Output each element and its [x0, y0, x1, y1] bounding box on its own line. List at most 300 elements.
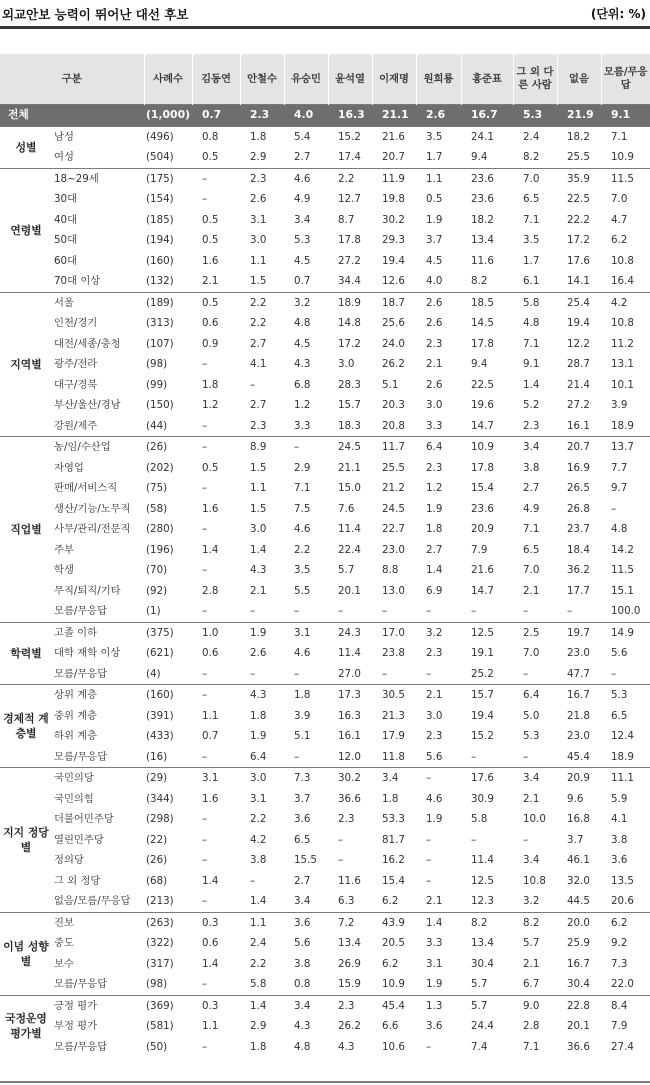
value-cell: – [202, 1040, 208, 1053]
sample-size-cell: (504) [146, 151, 174, 163]
value-cell: – [338, 605, 344, 617]
row-label: 국민의힘 [54, 792, 94, 805]
sample-size-cell: (26) [146, 854, 168, 866]
value-cell: 4.2 [250, 833, 267, 846]
value-cell: 14.8 [338, 317, 361, 329]
value-cell: 3.9 [611, 399, 628, 411]
value-cell: 19.8 [382, 193, 405, 205]
value-cell: 12.4 [611, 730, 634, 742]
value-cell: 2.6 [416, 292, 461, 313]
value-cell: 23.0 [382, 543, 405, 556]
value-cell: – [426, 605, 432, 617]
value-cell: 30.9 [471, 792, 494, 805]
value-cell: 35.9 [557, 168, 601, 189]
table-row [0, 334, 650, 355]
value-cell: 1.9 [426, 813, 443, 825]
value-cell: 3.8 [611, 833, 628, 846]
sample-size-cell: (16) [146, 750, 168, 763]
value-cell: 11.4 [338, 523, 361, 535]
value-cell: 7.1 [523, 1040, 540, 1053]
table-row [0, 230, 650, 251]
value-cell: 18.9 [328, 292, 372, 313]
value-cell: 10.8 [611, 254, 634, 267]
value-cell: 18.4 [567, 543, 590, 556]
value-cell: 7.1 [294, 482, 311, 494]
table-row [0, 478, 650, 499]
value-cell: 27.2 [338, 254, 361, 267]
value-cell: 3.8 [250, 854, 267, 866]
value-cell: 2.3 [426, 461, 443, 474]
table-row [0, 768, 650, 789]
value-cell: 2.9 [250, 1020, 267, 1032]
value-cell: 2.2 [294, 543, 311, 556]
value-cell: 0.6 [202, 647, 219, 659]
value-cell: 53.3 [382, 813, 405, 825]
value-cell: 3.1 [284, 622, 328, 643]
value-cell: 9.6 [567, 792, 584, 805]
value-cell: 24.3 [328, 622, 372, 643]
value-cell: 11.6 [471, 254, 494, 267]
row-label: 모름/무응답 [54, 667, 108, 680]
value-cell: 2.2 [250, 813, 267, 825]
value-cell: – [250, 667, 256, 680]
value-cell: 28.3 [338, 378, 361, 391]
value-cell: 6.4 [416, 437, 461, 458]
value-cell: 10.9 [382, 978, 405, 990]
value-cell: 0.9 [202, 337, 219, 350]
col-header-candidate: 김동연 [192, 54, 240, 105]
value-cell: 11.5 [601, 168, 650, 189]
value-cell: 47.7 [567, 667, 590, 680]
value-cell: 22.5 [471, 378, 494, 391]
value-cell: 8.2 [461, 912, 513, 933]
value-cell: 3.4 [294, 895, 311, 907]
value-cell: 21.6 [372, 126, 416, 147]
value-cell: 12.6 [382, 275, 405, 287]
value-cell: 1.1 [240, 912, 284, 933]
value-cell: 0.5 [426, 193, 443, 205]
value-cell: 7.9 [471, 543, 488, 556]
sample-size-cell: (344) [146, 792, 174, 805]
table-row [0, 271, 650, 292]
value-cell: 3.2 [523, 895, 540, 907]
value-cell: 44.5 [567, 895, 590, 907]
row-label: 부산/울산/경남 [54, 399, 121, 411]
value-cell: 1.4 [240, 995, 284, 1016]
value-cell: 2.7 [523, 482, 540, 494]
value-cell: 17.7 [567, 584, 590, 597]
value-cell: – [416, 768, 461, 789]
value-cell: 1.4 [202, 874, 219, 887]
row-label: 자영업 [54, 461, 84, 474]
sample-size-cell: (433) [146, 730, 174, 742]
value-cell: 9.4 [471, 358, 488, 370]
value-cell: 2.6 [426, 378, 443, 391]
table-row [0, 354, 650, 375]
row-label: 60대 [54, 254, 78, 267]
value-cell: 3.5 [416, 126, 461, 147]
value-cell: 12.5 [471, 874, 494, 887]
value-cell: 16.1 [338, 730, 361, 742]
value-cell: 20.1 [338, 584, 361, 597]
row-label: 판매/서비스직 [54, 482, 118, 494]
table-row [0, 519, 650, 540]
row-label: 모름/무응답 [54, 750, 108, 763]
value-cell: 7.4 [471, 1040, 488, 1053]
value-cell: 0.7 [202, 730, 219, 742]
value-cell: 5.3 [601, 685, 650, 706]
value-cell: 13.5 [611, 874, 634, 887]
table-row [0, 437, 650, 458]
value-cell: 0.3 [192, 995, 240, 1016]
row-label: 사무/관리/전문직 [54, 523, 131, 535]
value-cell: 7.1 [523, 337, 540, 350]
value-cell: 32.0 [567, 874, 590, 887]
sample-size-cell: (154) [146, 193, 174, 205]
value-cell: – [202, 482, 208, 494]
value-cell: 20.6 [611, 895, 634, 907]
value-cell: – [250, 605, 256, 617]
value-cell: 6.9 [426, 584, 443, 597]
sample-size-cell: (202) [146, 461, 174, 474]
value-cell: 13.4 [338, 937, 361, 949]
row-label: 대구/경북 [54, 378, 98, 391]
value-cell: 23.8 [382, 647, 405, 659]
sample-size-cell: (196) [146, 543, 174, 556]
table-row [0, 147, 650, 168]
value-cell: – [202, 750, 208, 763]
value-cell: 16.9 [567, 461, 590, 474]
value-cell: 1.9 [240, 622, 284, 643]
row-label: 무직/퇴직/기타 [54, 584, 121, 597]
value-cell: 2.2 [328, 168, 372, 189]
value-cell: 2.7 [250, 337, 267, 350]
sample-size-cell: (107) [146, 337, 174, 350]
value-cell: 2.7 [294, 874, 311, 887]
value-cell: 5.4 [284, 126, 328, 147]
table-row [0, 292, 650, 313]
group-label: 이념 성향별 [0, 912, 52, 995]
value-cell: 1.2 [202, 399, 219, 411]
row-label: 서울 [52, 292, 144, 313]
value-cell: 19.6 [471, 399, 494, 411]
value-cell: 22.5 [567, 193, 590, 205]
value-cell: 1.8 [240, 126, 284, 147]
value-cell: 0.3 [192, 912, 240, 933]
table-row [0, 189, 650, 210]
value-cell: 4.6 [284, 168, 328, 189]
value-cell: – [426, 854, 432, 866]
value-cell: 4.3 [338, 1040, 355, 1053]
value-cell: 3.5 [523, 234, 540, 246]
value-cell: – [611, 667, 617, 680]
table-row [0, 706, 650, 727]
value-cell: 2.3 [240, 168, 284, 189]
value-cell: 4.3 [240, 685, 284, 706]
value-cell: 7.3 [284, 768, 328, 789]
value-cell: 3.4 [284, 995, 328, 1016]
value-cell: 15.4 [471, 482, 494, 494]
value-cell: 3.8 [294, 957, 311, 970]
value-cell: 1.7 [523, 254, 540, 267]
value-cell: 2.1 [426, 358, 443, 370]
value-cell: – [192, 168, 240, 189]
value-cell: 3.1 [192, 768, 240, 789]
sample-size-cell: (391) [146, 709, 174, 722]
value-cell: 45.4 [372, 995, 416, 1016]
table-row [0, 974, 650, 995]
value-cell: 18.3 [338, 419, 361, 432]
value-cell: 20.0 [557, 912, 601, 933]
value-cell: – [202, 358, 208, 370]
value-cell: 5.8 [513, 292, 557, 313]
value-cell: 3.6 [284, 912, 328, 933]
value-cell: 13.4 [471, 937, 494, 949]
row-label: 정의당 [54, 854, 84, 866]
table-row [0, 375, 650, 396]
sample-size-cell: (99) [146, 378, 168, 391]
col-header-dontknow: 모름/무응답 [601, 54, 650, 105]
value-cell: 81.7 [382, 833, 405, 846]
row-label: 생산/기능/노무직 [54, 502, 131, 515]
value-cell: 1.6 [202, 502, 219, 515]
value-cell: – [202, 564, 208, 576]
survey-table [0, 54, 650, 1057]
value-cell: 27.0 [338, 667, 361, 680]
row-label: 농/임/수산업 [52, 437, 144, 458]
value-cell: 5.3 [294, 234, 311, 246]
value-cell: 19.4 [471, 709, 494, 722]
value-cell: 1.9 [426, 978, 443, 990]
value-cell: – [426, 874, 432, 887]
value-cell: 9.7 [611, 482, 628, 494]
value-cell: 4.8 [611, 523, 628, 535]
value-cell: 4.5 [294, 337, 311, 350]
value-cell: – [471, 750, 477, 763]
value-cell: 2.3 [328, 995, 372, 1016]
value-cell: 10.9 [461, 437, 513, 458]
sample-size-cell: (68) [146, 874, 168, 887]
value-cell: – [294, 605, 300, 617]
value-cell: 14.7 [471, 584, 494, 597]
value-cell: 2.3 [240, 105, 284, 127]
table-row [0, 643, 650, 664]
sample-size-cell: (369) [144, 995, 192, 1016]
value-cell: 1.4 [202, 957, 219, 970]
value-cell: 3.0 [250, 523, 267, 535]
value-cell: – [192, 685, 240, 706]
value-cell: 2.4 [513, 126, 557, 147]
row-label: 대학 재학 이상 [54, 647, 121, 659]
value-cell: 23.7 [567, 523, 590, 535]
value-cell: 10.9 [611, 151, 634, 163]
value-cell: 7.1 [523, 523, 540, 535]
row-label: 그 외 정당 [54, 874, 101, 887]
value-cell: 16.7 [567, 957, 590, 970]
value-cell: 17.9 [382, 730, 405, 742]
value-cell: 2.6 [426, 317, 443, 329]
value-cell: 8.8 [382, 564, 399, 576]
value-cell: 8.2 [471, 275, 488, 287]
row-label: 하위 계층 [54, 730, 98, 742]
value-cell: 22.7 [382, 523, 405, 535]
value-cell: 13.4 [471, 234, 494, 246]
value-cell: 20.7 [557, 437, 601, 458]
value-cell: 17.6 [567, 254, 590, 267]
table-row [0, 809, 650, 830]
value-cell: 23.0 [567, 647, 590, 659]
row-label: 상위 계층 [52, 685, 144, 706]
value-cell: 0.6 [202, 317, 219, 329]
group-label: 연령별 [0, 168, 52, 292]
table-row [0, 789, 650, 810]
table-row [0, 540, 650, 561]
value-cell: 23.0 [567, 730, 590, 742]
value-cell: 16.3 [328, 105, 372, 127]
value-cell: 11.9 [372, 168, 416, 189]
value-cell: 25.4 [557, 292, 601, 313]
value-cell: – [202, 978, 208, 990]
row-label: 강원/제주 [54, 419, 98, 432]
value-cell: 11.4 [338, 647, 361, 659]
value-cell: 5.5 [294, 584, 311, 597]
value-cell: 6.3 [338, 895, 355, 907]
value-cell: 30.4 [471, 957, 494, 970]
value-cell: 1.2 [294, 399, 311, 411]
value-cell: 3.9 [294, 709, 311, 722]
col-header-candidate: 안철수 [240, 54, 284, 105]
row-label: 모름/무응답 [54, 1040, 108, 1053]
value-cell: 5.2 [523, 399, 540, 411]
value-cell: 8.4 [601, 995, 650, 1016]
value-cell: 21.1 [338, 461, 361, 474]
value-cell: 1.0 [192, 622, 240, 643]
value-cell: 22.8 [557, 995, 601, 1016]
value-cell: 6.5 [523, 193, 540, 205]
value-cell: 0.5 [202, 234, 219, 246]
value-cell: 12.5 [461, 622, 513, 643]
value-cell: 1.5 [250, 275, 267, 287]
value-cell: 25.5 [567, 151, 590, 163]
value-cell: 16.3 [338, 709, 361, 722]
sample-size-cell: (581) [146, 1020, 174, 1032]
value-cell: 1.5 [250, 502, 267, 515]
value-cell: 2.3 [426, 647, 443, 659]
value-cell: 17.2 [338, 337, 361, 350]
value-cell: 5.3 [523, 730, 540, 742]
table-row [0, 830, 650, 851]
value-cell: – [426, 833, 432, 846]
value-cell: 2.1 [523, 792, 540, 805]
value-cell: – [611, 502, 617, 515]
row-label: 30대 [54, 193, 78, 205]
value-cell: – [202, 193, 208, 205]
value-cell: 7.1 [523, 213, 540, 226]
value-cell: – [202, 419, 208, 432]
value-cell: 1.4 [250, 895, 267, 907]
value-cell: 8.7 [338, 213, 355, 226]
value-cell: 6.7 [523, 978, 540, 990]
value-cell: 3.0 [250, 234, 267, 246]
value-cell: 2.8 [202, 584, 219, 597]
value-cell: 1.8 [202, 378, 219, 391]
value-cell: 2.6 [250, 647, 267, 659]
row-label: 광주/전라 [54, 358, 98, 370]
value-cell: 6.5 [523, 543, 540, 556]
value-cell: 4.5 [426, 254, 443, 267]
value-cell: 28.7 [567, 358, 590, 370]
value-cell: 24.5 [382, 502, 405, 515]
value-cell: 15.2 [471, 730, 494, 742]
value-cell: 1.4 [426, 564, 443, 576]
value-cell: 9.4 [471, 151, 488, 163]
sample-size-cell: (1) [146, 605, 161, 617]
sample-size-cell: (322) [146, 937, 174, 949]
value-cell: 19.7 [557, 622, 601, 643]
sample-size-cell: (160) [146, 254, 174, 267]
value-cell: 26.5 [567, 482, 590, 494]
value-cell: 7.6 [338, 502, 355, 515]
value-cell: 0.5 [202, 213, 219, 226]
value-cell: 7.1 [601, 126, 650, 147]
value-cell: – [471, 833, 477, 846]
value-cell: 12.7 [338, 193, 361, 205]
value-cell: 6.2 [382, 895, 399, 907]
sample-size-cell: (263) [144, 912, 192, 933]
table-row [0, 168, 650, 189]
value-cell: 30.4 [567, 978, 590, 990]
value-cell: – [202, 523, 208, 535]
table-row [0, 891, 650, 912]
table-row [0, 933, 650, 954]
value-cell: 7.5 [294, 502, 311, 515]
sample-size-cell: (58) [146, 502, 168, 515]
sample-size-cell: (98) [146, 978, 168, 990]
table-row [0, 560, 650, 581]
value-cell: – [523, 667, 529, 680]
sample-size-cell: (185) [146, 213, 174, 226]
row-label: 대전/세종/충청 [54, 337, 121, 350]
table-row [0, 126, 650, 147]
value-cell: 0.8 [294, 978, 311, 990]
value-cell: 16.7 [461, 105, 513, 127]
value-cell: 18.5 [461, 292, 513, 313]
value-cell: 1.1 [202, 1020, 219, 1032]
value-cell: 2.2 [250, 957, 267, 970]
sample-size-cell: (26) [144, 437, 192, 458]
value-cell: 16.7 [557, 685, 601, 706]
value-cell: – [338, 833, 344, 846]
value-cell: 2.2 [250, 317, 267, 329]
table-row [0, 747, 650, 768]
value-cell: 0.7 [294, 275, 311, 287]
value-cell: 2.3 [338, 813, 355, 825]
value-cell: 4.0 [426, 275, 443, 287]
value-cell: 5.8 [250, 978, 267, 990]
value-cell: 8.2 [513, 912, 557, 933]
sample-size-cell: (150) [146, 399, 174, 411]
value-cell: 3.5 [294, 564, 311, 576]
value-cell: 4.8 [294, 1040, 311, 1053]
value-cell: 3.1 [250, 213, 267, 226]
value-cell: 3.3 [426, 419, 443, 432]
value-cell: 2.7 [426, 543, 443, 556]
value-cell: 4.3 [294, 1020, 311, 1032]
value-cell: 2.1 [523, 957, 540, 970]
value-cell: 3.6 [294, 813, 311, 825]
value-cell: 24.1 [461, 126, 513, 147]
value-cell: 1.1 [202, 709, 219, 722]
